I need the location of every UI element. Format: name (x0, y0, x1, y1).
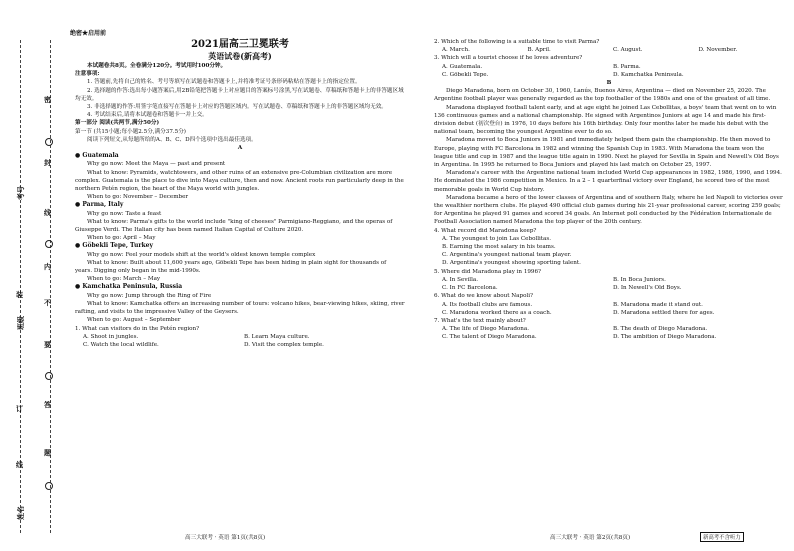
destination-what: What to know: Kamchatka offers an increasing number of tours: volcano hikes, bear-viewing hikes, skiing, river rafting, and visits to the impressive Valley of the Geysers. (75, 300, 405, 316)
secret-mark: 绝密★启用前 (70, 30, 107, 37)
option[interactable]: C. August. (613, 47, 643, 54)
option[interactable]: B. Earning the most salary in his teams. (442, 244, 556, 251)
question-stem: 3. Which will a tourist choose if he loves adventure? (434, 55, 583, 62)
option[interactable]: D. Maradona settled there for ages. (613, 309, 715, 316)
question-stem: 4. What record did Maradona keep? (434, 227, 537, 234)
binding-hole (45, 482, 53, 490)
seal-char: 线 (44, 208, 51, 217)
question-options (75, 333, 405, 349)
destination-when: When to go: March – May (87, 276, 161, 283)
destination-why: Why go now: Jump through the Ring of Fire (87, 292, 212, 299)
option[interactable]: A. Guatemala. (442, 63, 483, 70)
note-item: 4. 考试结束后,请将本试题卷和答题卡一并上交。 (87, 112, 208, 119)
line-char: 订 (16, 404, 23, 413)
binding-margin (0, 0, 62, 551)
exam-title: 2021届高三卫冕联考 (191, 39, 289, 50)
binding-hole (45, 240, 53, 248)
destination-why: Why go now: Feel your models shift at the world's oldest known temple complex (87, 251, 316, 258)
option[interactable]: C. In FC Barcelona. (442, 285, 498, 292)
passage-b-label: B (606, 80, 612, 87)
question-options (434, 63, 784, 79)
destination-what: What to know: Built about 11,600 years ago, Göbekli Tepe has been hiding in plain sight for thousands of years. Digging only began in the mid-1990s. (75, 259, 387, 275)
seal-char: 答 (44, 400, 51, 409)
destination-what: What to know: Parma's gifts to the world include "king of cheeses" Parmigiano-Reggiano, and the operas of Giuseppe Verdi. The Italian city has been named Italian Capital of Culture 2020. (75, 218, 393, 234)
option[interactable]: B. Learn Maya culture. (244, 333, 310, 340)
line-char: 装 (16, 290, 23, 299)
destination-name: ● Göbekli Tepe, Turkey (75, 242, 153, 250)
question-options (434, 46, 784, 54)
section-heading: 第一节 (共15小题;每小题2.5分,满分37.5分) (75, 128, 186, 135)
passage-paragraph: Maradona became a hero of the lower classes of Argentina and of southern Italy, where he led Napoli to victories over the wealthier northern clubs. He played 490 official club games during his 21-year professional career, scoring 259 goals; for Argentina he played 91 games and scored 34 goals. An Internet poll conducted by the Fédération Internationale de Football Association named Maradona the top player of the 20th century. (434, 194, 783, 226)
question-stem: 7. What's the text mainly about? (434, 317, 526, 324)
option[interactable]: D. Visit the complex temple. (244, 341, 324, 348)
option[interactable]: C. Maradona worked there as a coach. (442, 309, 552, 316)
option[interactable]: A. In Sevilla. (442, 276, 478, 283)
note-item: 2. 选择题的作答:选出每小题答案后,用2B铅笔把答题卡上对应题目的答案标号涂黑,写在试题卷、草稿纸和答题卡上的非答题区域均无效。 (75, 87, 404, 102)
passage-paragraph: Maradona moved to Boca Juniors in 1981 and immediately helped them gain the championship. He then moved to Europe, playing with FC Barcelona in 1982 and winning the Spanish Cup in 1983. With Maradona the team won the league title and cup in 1987 and the league title again in 1990. Next he played for Sevilla in Spain and Newell's Old Boys in Argentina. In 1995 he returned to Boca Juniors and played his last match on October 25, 1997. (434, 137, 779, 169)
seal-char: 不 (44, 298, 51, 307)
option[interactable]: C. Watch the local wildlife. (83, 341, 159, 348)
seal-char: 内 (44, 262, 51, 271)
question-options (434, 325, 784, 341)
destination-when: When to go: August – September (87, 317, 181, 324)
option[interactable]: C. Göbekli Tepe. (442, 71, 489, 78)
option[interactable]: A. Its football clubs are famous. (442, 301, 533, 308)
destination-when: When to go: November – December (87, 194, 189, 201)
binding-hole (45, 372, 53, 380)
option[interactable]: A. The youngest to join Las Cebollitas. (442, 235, 552, 242)
destination-name: ● Kamchatka Peninsula, Russia (75, 283, 183, 291)
destination-why: Why go now: Taste a feast (87, 210, 162, 217)
option[interactable]: C. Argentina's youngest national team player. (442, 252, 572, 259)
notes-title: 注意事项: (75, 71, 100, 78)
option[interactable]: B. Maradona made it stand out. (613, 301, 703, 308)
page-1 (75, 38, 405, 349)
option[interactable]: B. The death of Diego Maradona. (613, 326, 708, 333)
option[interactable]: B. Parma. (613, 63, 641, 70)
page-2 (434, 38, 784, 342)
question-stem: 1. What can visitors do in the Petén region? (75, 325, 200, 332)
option[interactable]: B. In Boca Juniors. (613, 276, 666, 283)
seal-char: 密 (44, 95, 51, 104)
edition-badge: 新高考不含听力 (700, 532, 744, 542)
note-item: 3. 非选择题的作答:用签字笔直接写在答题卡上对应的答题区域内。写在试题卷、草稿纸和答题卡上的非答题区域均无效。 (87, 104, 387, 111)
option[interactable]: A. The life of Diego Maradona. (442, 326, 530, 333)
destination-name: ● Parma, Italy (75, 201, 124, 209)
question-options (434, 301, 784, 317)
passage-paragraph: Maradona's career with the Argentine national team included World Cup appearances in 1982, 1986, 1990, and 1994. He dominated the 1986 competition in Mexico. In a 2 – 1 quarterfinal victory over England, he scored two of the most memorable goals in World Cup history. (434, 170, 782, 193)
line-char: 线 (16, 460, 23, 469)
question-options (434, 235, 784, 268)
binding-hole (45, 138, 53, 146)
exam-no-label: 考号 (16, 186, 25, 200)
option[interactable]: D. In Newell's Old Boys. (613, 285, 682, 292)
destination-name: ● Guatemala (75, 152, 119, 160)
destination-when: When to go: April – May (87, 235, 156, 242)
question-stem: 6. What do we know about Napoli? (434, 293, 534, 300)
footer-page-2: 高三大联考 · 英语 第2页(共8页) (550, 535, 631, 541)
note-item: 1. 答题前,先将自己的姓名、考号等填写在试题卷和答题卡上,并将准考证号条形码粘贴在答题卡上的指定位置。 (87, 79, 361, 86)
seal-char: 要 (44, 340, 51, 349)
footer-page-1: 高三大联考 · 英语 第1页(共8页) (185, 535, 266, 541)
seal-char: 题 (44, 448, 51, 457)
option[interactable]: A. March. (442, 47, 470, 54)
option[interactable]: C. The talent of Diego Maradona. (442, 334, 537, 341)
destination-what: What to know: Pyramids, watchtowers, and other ruins of an extensive pre-Columbian civilization are more complex. Guatemala is the place to dive into Maya culture, then and now. Ancient roots run particularly deep in the northern Petén region, the heart of the Maya world with jungles. (75, 169, 404, 193)
exam-intro: 本试题卷共8页。全卷满分120分。考试用时100分钟。 (87, 63, 227, 69)
name-label: 姓名 (16, 506, 25, 520)
exam-subtitle: 英语试卷(新高考) (208, 51, 272, 61)
option[interactable]: D. Kamchatka Peninsula. (613, 71, 684, 78)
passage-a-label: A (237, 145, 243, 152)
passage-paragraph: Maradona displayed football talent early, and at age eight he joined Las Cebollitas, a boys' team that went on to win 136 continuous games and a national championship. He signed with Argentinos Juniors at age 14 and made his first-division debut (初次登台) in 1976, 10 days before his 16th birthday. Only four months later he made his debut with the national team, becoming the youngest Argentine ever to do so. (434, 104, 777, 136)
destination-why: Why go now: Meet the Maya — past and present (87, 161, 226, 168)
option[interactable]: D. The ambition of Diego Maradona. (613, 334, 717, 341)
option[interactable]: D. Argentina's youngest showing sporting talent. (442, 260, 581, 267)
passage-paragraph: Diego Maradona, born on October 30, 1960, Lanús, Buenos Aires, Argentina — died on November 25, 2020. The Argentine football player was generally regarded as the top footballer of the 1980s and one of the greatest of all time. (434, 88, 771, 103)
option[interactable]: D. November. (698, 47, 738, 54)
option[interactable]: B. April. (527, 47, 551, 54)
part-heading: 第一部分 阅读(共两节,满分50分) (75, 120, 160, 127)
question-stem: 5. Where did Maradona play in 1996? (434, 268, 542, 275)
option[interactable]: A. Shoot in jungles. (83, 333, 139, 340)
question-stem: 2. Which of the following is a suitable time to visit Parma? (434, 39, 600, 45)
seal-dashed-line (50, 40, 51, 533)
instruction: 阅读下列短文,从每题所给的A、B、C、D四个选项中选出最佳选项。 (87, 136, 257, 143)
class-label: 班级 (16, 316, 25, 330)
seal-char: 封 (44, 158, 51, 167)
question-options (434, 276, 784, 292)
